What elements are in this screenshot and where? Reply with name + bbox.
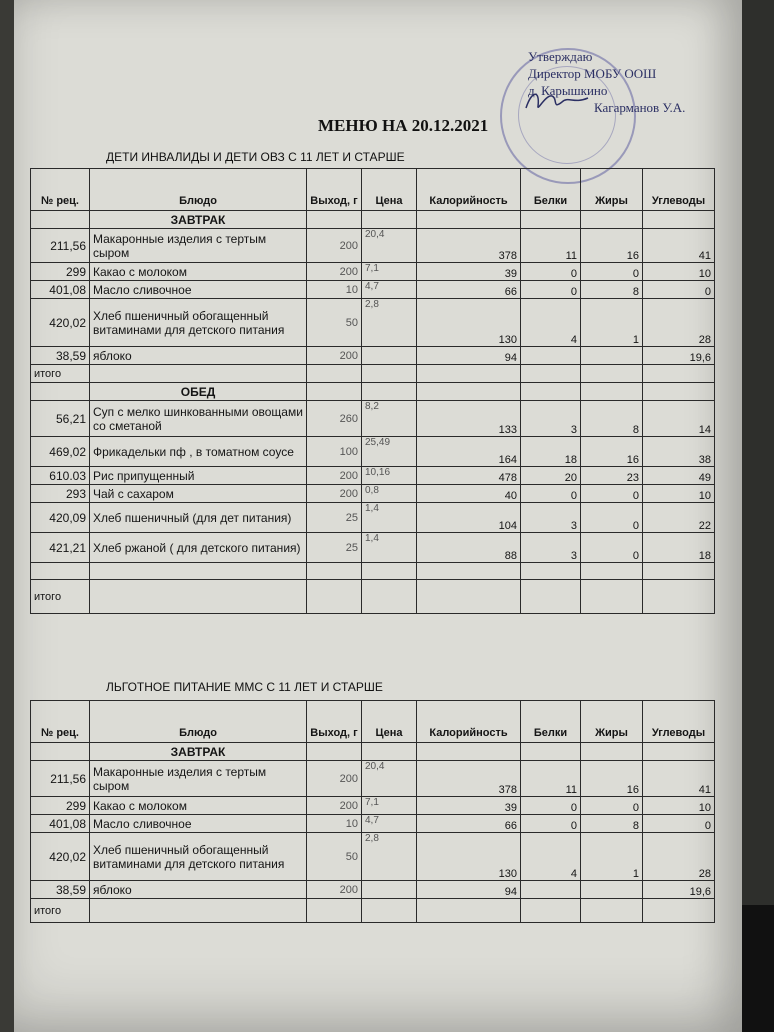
dish-carbs: 0 xyxy=(643,281,715,299)
dish-fats: 1 xyxy=(581,833,643,881)
dish-proteins xyxy=(521,347,581,365)
total-label: итого xyxy=(31,365,90,383)
dish-fats: 16 xyxy=(581,229,643,263)
dish-name: Суп с мелко шинкованными овощами со сметаной xyxy=(90,401,307,437)
table-row xyxy=(31,833,715,881)
approval-line-4: Кагарманов У.А. xyxy=(594,100,686,115)
header-dish: Блюдо xyxy=(90,701,307,743)
dish-price: 1,4 xyxy=(362,503,417,533)
menu-table-1 xyxy=(30,168,715,614)
dish-yield: 25 xyxy=(307,533,362,563)
approval-line-2: Директор МОБУ ООШ xyxy=(528,66,657,81)
table-header-row xyxy=(31,701,715,743)
dish-name: Масло сливочное xyxy=(90,815,307,833)
approval-line-3: д. Карышкино xyxy=(528,83,608,98)
recipe-code: 299 xyxy=(31,797,90,815)
dish-price: 4,7 xyxy=(362,281,417,299)
empty-row xyxy=(31,563,715,580)
dish-yield: 200 xyxy=(307,881,362,899)
signature-icon xyxy=(522,86,592,116)
section-row xyxy=(31,743,715,761)
recipe-code: 469,02 xyxy=(31,437,90,467)
dish-price: 7,1 xyxy=(362,797,417,815)
dish-yield: 25 xyxy=(307,503,362,533)
recipe-code: 420,02 xyxy=(31,833,90,881)
page-title: МЕНЮ НА 20.12.2021 xyxy=(318,116,489,135)
table2-subtitle: ЛЬГОТНОЕ ПИТАНИЕ ММС С 11 ЛЕТ И СТАРШЕ xyxy=(106,680,383,694)
dish-calories: 39 xyxy=(417,797,521,815)
dish-name: Масло сливочное xyxy=(90,281,307,299)
table1-subtitle: ДЕТИ ИНВАЛИДЫ И ДЕТИ ОВЗ С 11 ЛЕТ И СТАРШЕ xyxy=(106,150,405,164)
dish-name: Хлеб пшеничный (для дет питания) xyxy=(90,503,307,533)
dish-fats xyxy=(581,881,643,899)
table-row xyxy=(31,281,715,299)
dish-proteins: 11 xyxy=(521,761,581,797)
dish-carbs: 10 xyxy=(643,797,715,815)
dish-name: Какао с молоком xyxy=(90,797,307,815)
recipe-code: 420,09 xyxy=(31,503,90,533)
header-carbs: Углеводы xyxy=(643,169,715,211)
dish-carbs: 10 xyxy=(643,485,715,503)
dish-fats: 16 xyxy=(581,761,643,797)
dish-name: Какао с молоком xyxy=(90,263,307,281)
table-row xyxy=(31,761,715,797)
total-label: итого xyxy=(31,580,90,614)
dish-proteins: 0 xyxy=(521,815,581,833)
dish-proteins: 3 xyxy=(521,401,581,437)
approval-line-1: Утверждаю xyxy=(528,49,593,64)
header-num: № рец. xyxy=(31,169,90,211)
section-breakfast: ЗАВТРАК xyxy=(90,211,307,229)
dish-carbs: 22 xyxy=(643,503,715,533)
dish-fats: 23 xyxy=(581,467,643,485)
dish-proteins: 11 xyxy=(521,229,581,263)
dish-proteins: 0 xyxy=(521,485,581,503)
dish-proteins: 4 xyxy=(521,833,581,881)
dish-carbs: 41 xyxy=(643,229,715,263)
dish-name: Макаронные изделия с тертым сыром xyxy=(90,761,307,797)
dish-yield: 50 xyxy=(307,299,362,347)
header-yield: Выход, г xyxy=(307,701,362,743)
recipe-code: 420,02 xyxy=(31,299,90,347)
dish-carbs: 38 xyxy=(643,437,715,467)
section-breakfast: ЗАВТРАК xyxy=(90,743,307,761)
dish-yield: 200 xyxy=(307,485,362,503)
dish-fats: 8 xyxy=(581,401,643,437)
dish-proteins: 18 xyxy=(521,437,581,467)
dish-price: 0,8 xyxy=(362,485,417,503)
dish-calories: 104 xyxy=(417,503,521,533)
section-lunch: ОБЕД xyxy=(90,383,307,401)
section-row xyxy=(31,211,715,229)
dish-calories: 94 xyxy=(417,881,521,899)
dish-carbs: 18 xyxy=(643,533,715,563)
dish-carbs: 14 xyxy=(643,401,715,437)
dish-price: 20,4 xyxy=(362,229,417,263)
section-row xyxy=(31,383,715,401)
dish-carbs: 28 xyxy=(643,299,715,347)
table-row xyxy=(31,533,715,563)
dish-calories: 133 xyxy=(417,401,521,437)
recipe-code: 401,08 xyxy=(31,815,90,833)
header-fats: Жиры xyxy=(581,701,643,743)
header-carbs: Углеводы xyxy=(643,701,715,743)
dish-calories: 130 xyxy=(417,833,521,881)
header-yield: Выход, г xyxy=(307,169,362,211)
table-row xyxy=(31,229,715,263)
dish-name: Фрикадельки пф , в томатном соусе xyxy=(90,437,307,467)
dish-proteins: 0 xyxy=(521,797,581,815)
dish-yield: 10 xyxy=(307,815,362,833)
table-row xyxy=(31,467,715,485)
table-row xyxy=(31,347,715,365)
dish-name: Хлеб пшеничный обогащенный витаминами для детского питания xyxy=(90,299,307,347)
dish-proteins: 20 xyxy=(521,467,581,485)
recipe-code: 211,56 xyxy=(31,761,90,797)
dish-price: 1,4 xyxy=(362,533,417,563)
table-row xyxy=(31,437,715,467)
dish-fats: 0 xyxy=(581,503,643,533)
recipe-code: 401,08 xyxy=(31,281,90,299)
dish-carbs: 0 xyxy=(643,815,715,833)
recipe-code: 38,59 xyxy=(31,881,90,899)
dish-name: яблоко xyxy=(90,347,307,365)
dish-yield: 200 xyxy=(307,229,362,263)
dish-fats: 16 xyxy=(581,437,643,467)
header-proteins: Белки xyxy=(521,701,581,743)
dish-yield: 200 xyxy=(307,797,362,815)
dish-fats xyxy=(581,347,643,365)
dish-yield: 200 xyxy=(307,467,362,485)
dish-name: Чай с сахаром xyxy=(90,485,307,503)
dish-price xyxy=(362,881,417,899)
dish-proteins: 4 xyxy=(521,299,581,347)
dish-price: 2,8 xyxy=(362,299,417,347)
dish-proteins: 0 xyxy=(521,263,581,281)
dish-yield: 100 xyxy=(307,437,362,467)
total-row xyxy=(31,365,715,383)
dish-carbs: 19,6 xyxy=(643,881,715,899)
header-proteins: Белки xyxy=(521,169,581,211)
dish-calories: 40 xyxy=(417,485,521,503)
dish-calories: 130 xyxy=(417,299,521,347)
dish-fats: 8 xyxy=(581,281,643,299)
dish-proteins: 0 xyxy=(521,281,581,299)
header-price: Цена xyxy=(362,701,417,743)
header-dish: Блюдо xyxy=(90,169,307,211)
dish-price: 10,16 xyxy=(362,467,417,485)
table-row xyxy=(31,881,715,899)
recipe-code: 38,59 xyxy=(31,347,90,365)
dish-fats: 0 xyxy=(581,533,643,563)
dish-fats: 0 xyxy=(581,797,643,815)
dish-carbs: 49 xyxy=(643,467,715,485)
dish-calories: 66 xyxy=(417,281,521,299)
dish-yield: 10 xyxy=(307,281,362,299)
dish-calories: 39 xyxy=(417,263,521,281)
table-row xyxy=(31,299,715,347)
dish-yield: 50 xyxy=(307,833,362,881)
header-fats: Жиры xyxy=(581,169,643,211)
table-row xyxy=(31,401,715,437)
dish-price: 25,49 xyxy=(362,437,417,467)
header-num: № рец. xyxy=(31,701,90,743)
menu-table-2 xyxy=(30,700,715,923)
recipe-code: 610.03 xyxy=(31,467,90,485)
dish-carbs: 28 xyxy=(643,833,715,881)
dish-name: яблоко xyxy=(90,881,307,899)
dish-price: 2,8 xyxy=(362,833,417,881)
dish-calories: 164 xyxy=(417,437,521,467)
dish-fats: 0 xyxy=(581,485,643,503)
dish-yield: 260 xyxy=(307,401,362,437)
dish-carbs: 10 xyxy=(643,263,715,281)
total-label: итого xyxy=(31,899,90,923)
dish-calories: 378 xyxy=(417,761,521,797)
dish-calories: 88 xyxy=(417,533,521,563)
dish-calories: 94 xyxy=(417,347,521,365)
table-row xyxy=(31,503,715,533)
dish-yield: 200 xyxy=(307,347,362,365)
dish-price: 4,7 xyxy=(362,815,417,833)
table-header-row xyxy=(31,169,715,211)
recipe-code: 56,21 xyxy=(31,401,90,437)
recipe-code: 293 xyxy=(31,485,90,503)
table-row xyxy=(31,263,715,281)
dish-calories: 378 xyxy=(417,229,521,263)
dish-carbs: 19,6 xyxy=(643,347,715,365)
dish-calories: 66 xyxy=(417,815,521,833)
header-calories: Калорийность xyxy=(417,169,521,211)
total-row xyxy=(31,899,715,923)
dish-calories: 478 xyxy=(417,467,521,485)
table-row xyxy=(31,797,715,815)
recipe-code: 421,21 xyxy=(31,533,90,563)
table-row xyxy=(31,815,715,833)
dish-price: 7,1 xyxy=(362,263,417,281)
dish-name: Хлеб пшеничный обогащенный витаминами для детского питания xyxy=(90,833,307,881)
dish-name: Рис припущенный xyxy=(90,467,307,485)
total-row xyxy=(31,580,715,614)
dish-fats: 1 xyxy=(581,299,643,347)
dish-yield: 200 xyxy=(307,761,362,797)
dish-carbs: 41 xyxy=(643,761,715,797)
header-price: Цена xyxy=(362,169,417,211)
dish-proteins xyxy=(521,881,581,899)
background-corner xyxy=(742,905,774,1032)
dish-fats: 8 xyxy=(581,815,643,833)
background-edge xyxy=(742,0,774,1032)
dish-price: 20,4 xyxy=(362,761,417,797)
recipe-code: 299 xyxy=(31,263,90,281)
dish-fats: 0 xyxy=(581,263,643,281)
dish-price: 8,2 xyxy=(362,401,417,437)
table-row xyxy=(31,485,715,503)
dish-yield: 200 xyxy=(307,263,362,281)
dish-name: Макаронные изделия с тертым сыром xyxy=(90,229,307,263)
dish-price xyxy=(362,347,417,365)
header-calories: Калорийность xyxy=(417,701,521,743)
dish-proteins: 3 xyxy=(521,533,581,563)
dish-proteins: 3 xyxy=(521,503,581,533)
dish-name: Хлеб ржаной ( для детского питания) xyxy=(90,533,307,563)
recipe-code: 211,56 xyxy=(31,229,90,263)
